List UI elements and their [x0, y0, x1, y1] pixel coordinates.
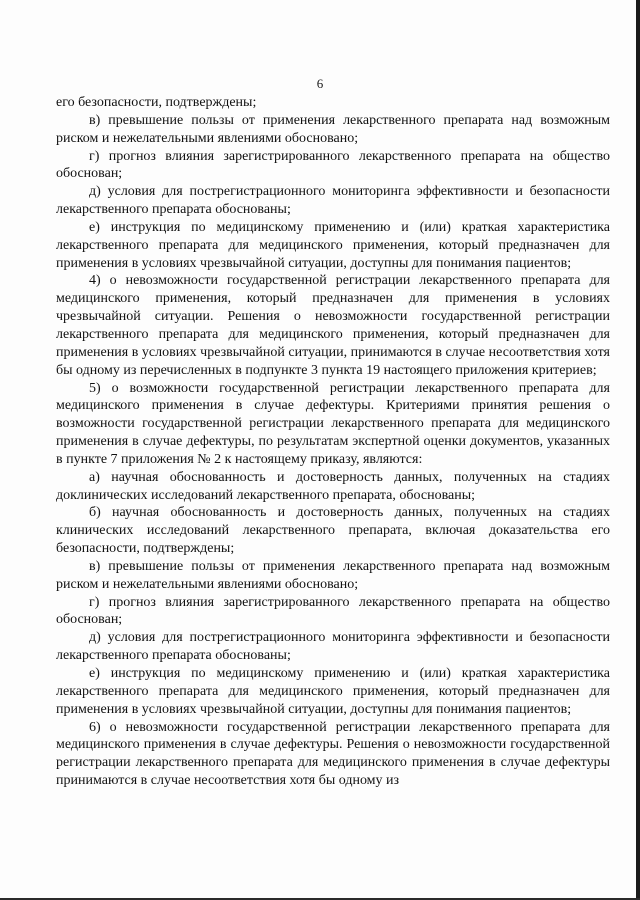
document-body [56, 94, 610, 790]
paragraph-item-d: д) условия для пострегистрационного мониторинга эффективности и безопасности лекарственного препарата обоснованы; [56, 184, 610, 218]
paragraph-item-a: а) научная обоснованность и достоверность данных, полученных на стадиях доклинических исследований лекарственного препарата, обоснованы; [56, 469, 610, 503]
page-number: 6 [316, 76, 324, 91]
paragraph-item-6: 6) о невозможности государственной регистрации лекарственного препарата для медицинского применения в случае дефектуры. Решения о невозможности государственной регистрации лекарственного препарата для медицинского применения в случае дефектуры принимаются в случае несоответствия хотя бы одному из [56, 719, 610, 789]
paragraph-item-g-2: г) прогноз влияния зарегистрированного лекарственного препарата на общество обоснован; [56, 594, 610, 628]
paragraph-item-d-2: д) условия для пострегистрационного мониторинга эффективности и безопасности лекарственного препарата обоснованы; [56, 630, 610, 664]
paragraph-item-e-2: е) инструкция по медицинскому применению и (или) краткая характеристика лекарственного препарата для медицинского применения, который предназначен для применения в условиях чрезвычайной ситуации, доступны для понимания пациентов; [56, 666, 610, 717]
scan-edge-right [636, 0, 640, 900]
paragraph-item-v-2: в) превышение пользы от применения лекарственного препарата над возможным риском и нежелательными явлениями обосновано; [56, 558, 610, 592]
paragraph-item-e: е) инструкция по медицинскому применению и (или) краткая характеристика лекарственного препарата для медицинского применения, который предназначен для применения в условиях чрезвычайной ситуации, доступны для понимания пациентов; [56, 219, 610, 271]
paragraph-continuation: его безопасности, подтверждены; [56, 95, 257, 110]
paragraph-item-4: 4) о невозможности государственной регистрации лекарственного препарата для медицинского применения, который предназначен для применения в условиях чрезвычайной ситуации. Решения о невозможности государственной регистрации лекарственного препарата для медицинского применения, который предназначен для применения в условиях чрезвычайной ситуации, принимаются в случае несоответствия хотя бы одному из перечисленных в подпункте 3 пункта 19 настоящего приложения критериев; [56, 273, 610, 378]
paragraph-item-g: г) прогноз влияния зарегистрированного лекарственного препарата на общество обоснован; [56, 148, 610, 182]
paragraph-item-v: в) превышение пользы от применения лекарственного препарата над возможным риском и нежелательными явлениями обосновано; [56, 112, 610, 146]
paragraph-item-5: 5) о возможности государственной регистрации лекарственного препарата для медицинского применения в случае дефектуры. Критериями принятия решения о возможности государственной регистрации лекарственного препарата для медицинского применения в случае дефектуры, по результатам экспертной оценки документов, указанных в пункте 7 приложения № 2 к настоящему приказу, являются: [56, 380, 610, 467]
paragraph-item-b: б) научная обоснованность и достоверность данных, полученных на стадиях клинических исследований лекарственного препарата, включая доказательства его безопасности, подтверждены; [56, 505, 610, 557]
